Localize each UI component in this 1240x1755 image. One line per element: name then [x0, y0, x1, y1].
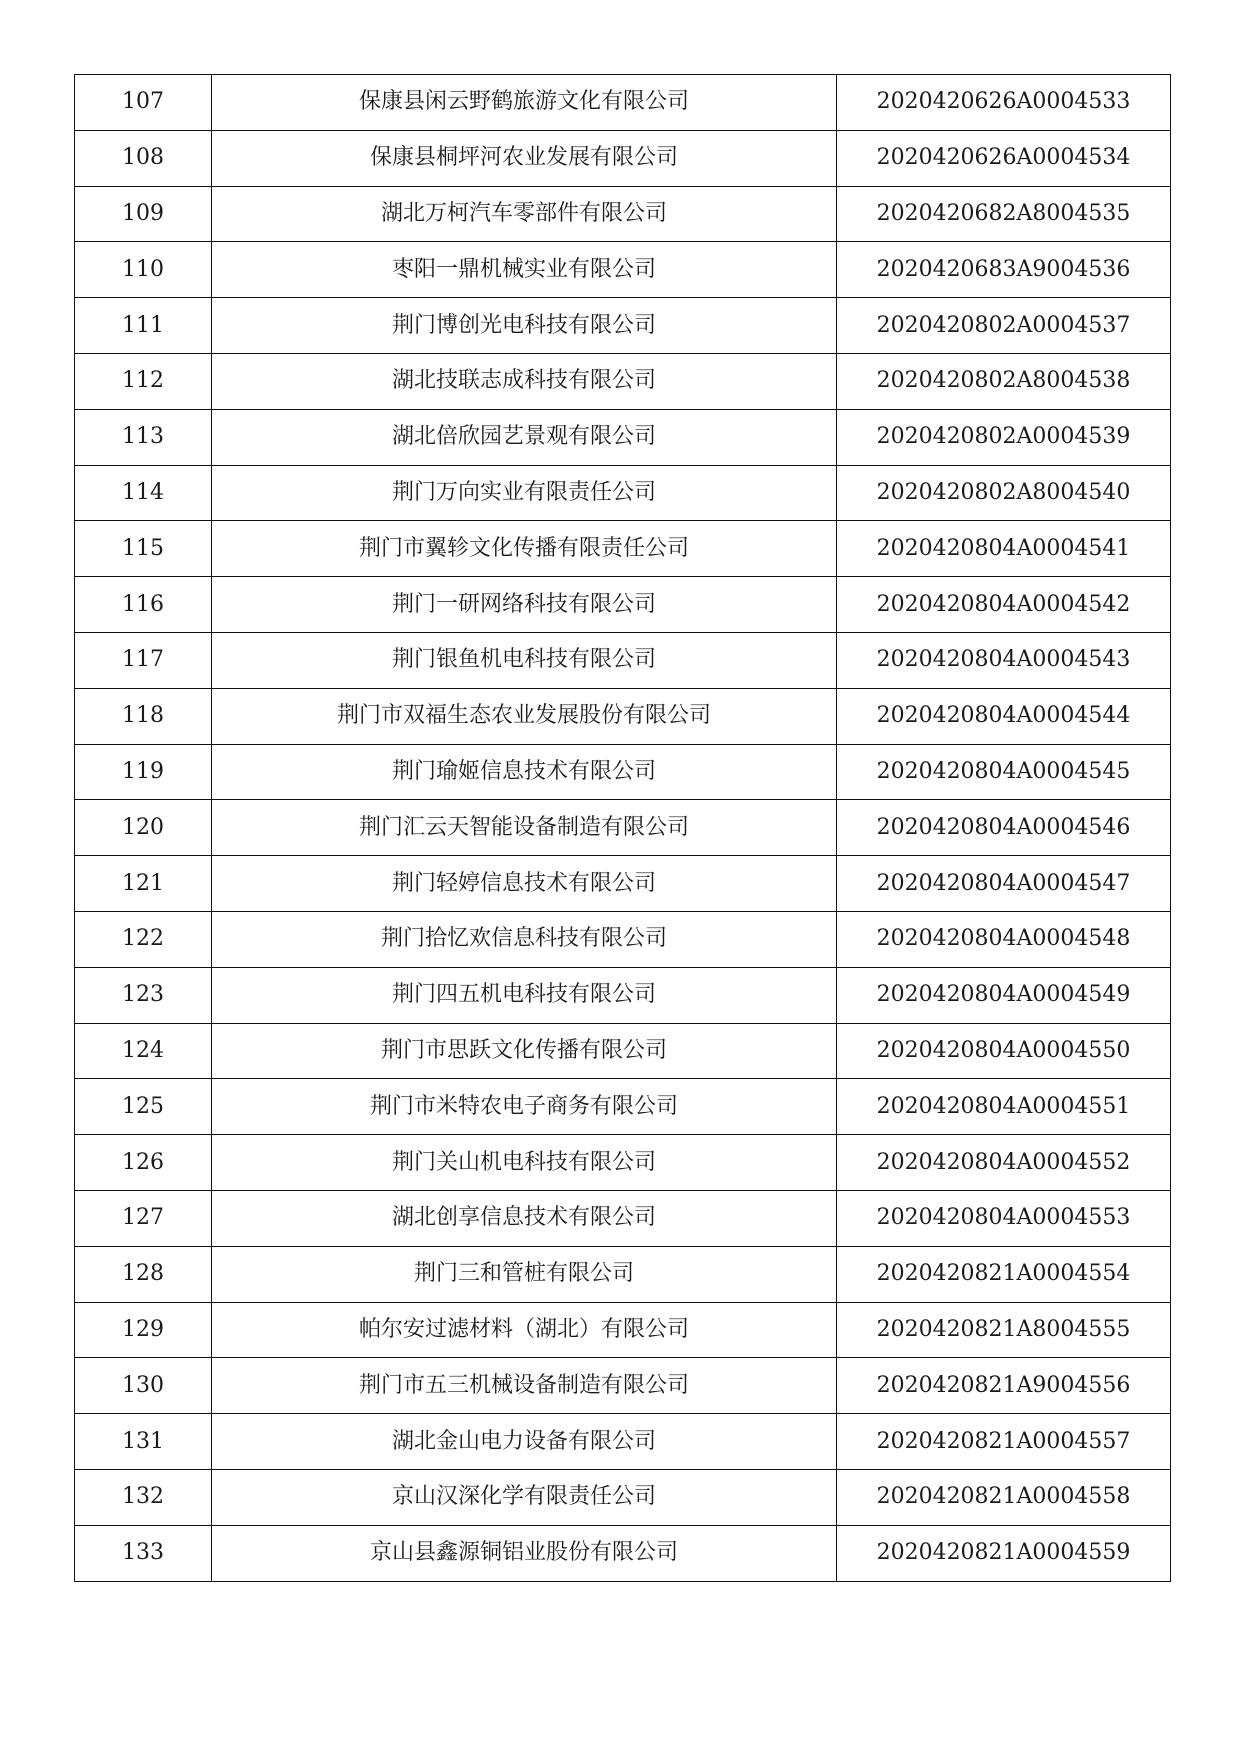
company-name: 荆门一研网络科技有限公司	[212, 577, 837, 633]
company-name: 荆门市五三机械设备制造有限公司	[212, 1358, 837, 1414]
table-row	[75, 577, 1171, 633]
company-name: 湖北万柯汽车零部件有限公司	[212, 186, 837, 242]
company-name: 湖北金山电力设备有限公司	[212, 1414, 837, 1470]
row-number: 133	[75, 1525, 212, 1581]
table-row	[75, 130, 1171, 186]
registration-code: 2020420821A0004559	[837, 1525, 1171, 1581]
registration-code: 2020420802A8004538	[837, 353, 1171, 409]
table-row	[75, 856, 1171, 912]
row-number: 127	[75, 1190, 212, 1246]
registration-code: 2020420804A0004548	[837, 911, 1171, 967]
company-name: 帕尔安过滤材料（湖北）有限公司	[212, 1302, 837, 1358]
table-row	[75, 1135, 1171, 1191]
row-number: 126	[75, 1135, 212, 1191]
registration-code: 2020420804A0004542	[837, 577, 1171, 633]
registration-code: 2020420804A0004547	[837, 856, 1171, 912]
company-name: 荆门博创光电科技有限公司	[212, 298, 837, 354]
row-number: 111	[75, 298, 212, 354]
registration-code: 2020420802A0004539	[837, 409, 1171, 465]
row-number: 118	[75, 688, 212, 744]
row-number: 107	[75, 75, 212, 131]
row-number: 112	[75, 353, 212, 409]
registration-code: 2020420821A0004558	[837, 1469, 1171, 1525]
table-row	[75, 688, 1171, 744]
company-table	[74, 74, 1171, 1582]
row-number: 131	[75, 1414, 212, 1470]
row-number: 116	[75, 577, 212, 633]
row-number: 117	[75, 632, 212, 688]
table-row	[75, 1414, 1171, 1470]
row-number: 130	[75, 1358, 212, 1414]
registration-code: 2020420804A0004553	[837, 1190, 1171, 1246]
company-name: 荆门关山机电科技有限公司	[212, 1135, 837, 1191]
registration-code: 2020420804A0004551	[837, 1079, 1171, 1135]
registration-code: 2020420804A0004541	[837, 521, 1171, 577]
registration-code: 2020420804A0004545	[837, 744, 1171, 800]
company-name: 荆门市双福生态农业发展股份有限公司	[212, 688, 837, 744]
registration-code: 2020420682A8004535	[837, 186, 1171, 242]
company-name: 荆门市思跃文化传播有限公司	[212, 1023, 837, 1079]
company-name: 湖北创享信息技术有限公司	[212, 1190, 837, 1246]
registration-code: 2020420821A0004554	[837, 1246, 1171, 1302]
row-number: 115	[75, 521, 212, 577]
registration-code: 2020420802A0004537	[837, 298, 1171, 354]
company-name: 荆门三和管桩有限公司	[212, 1246, 837, 1302]
row-number: 122	[75, 911, 212, 967]
table-row	[75, 1190, 1171, 1246]
company-name: 荆门万向实业有限责任公司	[212, 465, 837, 521]
table-row	[75, 75, 1171, 131]
table-row	[75, 409, 1171, 465]
table-row	[75, 1302, 1171, 1358]
table-body	[75, 75, 1171, 1582]
company-name: 保康县闲云野鹤旅游文化有限公司	[212, 75, 837, 131]
registration-code: 2020420804A0004546	[837, 800, 1171, 856]
row-number: 110	[75, 242, 212, 298]
table-row	[75, 1246, 1171, 1302]
table-row	[75, 186, 1171, 242]
registration-code: 2020420821A9004556	[837, 1358, 1171, 1414]
row-number: 114	[75, 465, 212, 521]
row-number: 124	[75, 1023, 212, 1079]
row-number: 125	[75, 1079, 212, 1135]
registration-code: 2020420821A0004557	[837, 1414, 1171, 1470]
table-row	[75, 1525, 1171, 1581]
company-name: 荆门市翼轸文化传播有限责任公司	[212, 521, 837, 577]
company-name: 湖北技联志成科技有限公司	[212, 353, 837, 409]
table-row	[75, 242, 1171, 298]
company-name: 荆门汇云天智能设备制造有限公司	[212, 800, 837, 856]
table-row	[75, 744, 1171, 800]
company-name: 荆门市米特农电子商务有限公司	[212, 1079, 837, 1135]
registration-code: 2020420683A9004536	[837, 242, 1171, 298]
registration-code: 2020420821A8004555	[837, 1302, 1171, 1358]
row-number: 123	[75, 967, 212, 1023]
row-number: 119	[75, 744, 212, 800]
registration-code: 2020420804A0004549	[837, 967, 1171, 1023]
table-row	[75, 800, 1171, 856]
company-name: 京山汉深化学有限责任公司	[212, 1469, 837, 1525]
table-row	[75, 911, 1171, 967]
table-row	[75, 1469, 1171, 1525]
table-row	[75, 1023, 1171, 1079]
company-name: 荆门瑜姬信息技术有限公司	[212, 744, 837, 800]
company-name: 保康县桐坪河农业发展有限公司	[212, 130, 837, 186]
row-number: 109	[75, 186, 212, 242]
row-number: 129	[75, 1302, 212, 1358]
company-name: 荆门拾忆欢信息科技有限公司	[212, 911, 837, 967]
table-row	[75, 465, 1171, 521]
registration-code: 2020420626A0004533	[837, 75, 1171, 131]
registration-code: 2020420804A0004544	[837, 688, 1171, 744]
registration-code: 2020420802A8004540	[837, 465, 1171, 521]
registration-code: 2020420804A0004550	[837, 1023, 1171, 1079]
table-row	[75, 1358, 1171, 1414]
row-number: 128	[75, 1246, 212, 1302]
table-row	[75, 967, 1171, 1023]
company-name: 荆门轻婷信息技术有限公司	[212, 856, 837, 912]
registration-code: 2020420626A0004534	[837, 130, 1171, 186]
row-number: 120	[75, 800, 212, 856]
table-row	[75, 632, 1171, 688]
company-name: 荆门四五机电科技有限公司	[212, 967, 837, 1023]
registration-code: 2020420804A0004552	[837, 1135, 1171, 1191]
row-number: 121	[75, 856, 212, 912]
company-name: 湖北倍欣园艺景观有限公司	[212, 409, 837, 465]
table-row	[75, 353, 1171, 409]
row-number: 132	[75, 1469, 212, 1525]
company-name: 荆门银鱼机电科技有限公司	[212, 632, 837, 688]
row-number: 113	[75, 409, 212, 465]
row-number: 108	[75, 130, 212, 186]
company-name: 京山县鑫源铜铝业股份有限公司	[212, 1525, 837, 1581]
table-row	[75, 298, 1171, 354]
registration-code: 2020420804A0004543	[837, 632, 1171, 688]
company-name: 枣阳一鼎机械实业有限公司	[212, 242, 837, 298]
table-row	[75, 521, 1171, 577]
table-row	[75, 1079, 1171, 1135]
